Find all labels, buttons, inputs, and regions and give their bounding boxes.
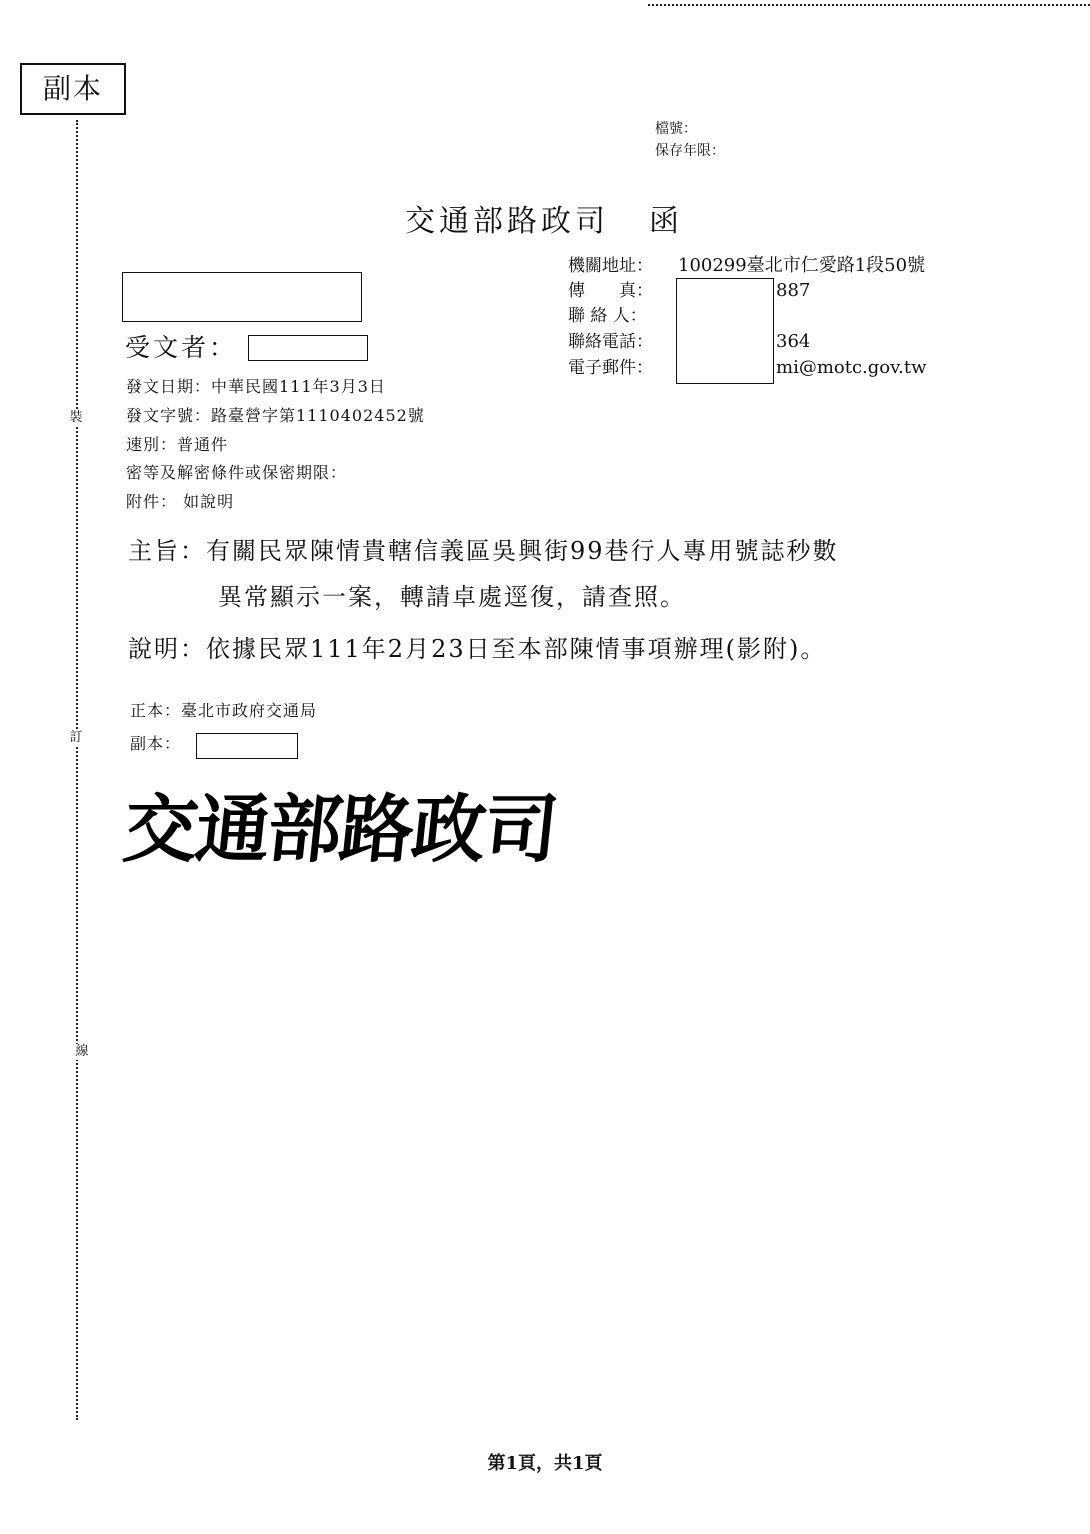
retention-period-label: 保存年限： — [655, 143, 725, 159]
agency-seal: 交通部路政司 — [119, 787, 561, 873]
document-number: 發文字號：路臺營字第1110402452號 — [126, 406, 425, 425]
copy-recipient-label: 副本： — [130, 734, 182, 753]
binding-char-xian: 線 — [72, 1044, 92, 1060]
phone-value: 364 — [776, 331, 811, 352]
page-number: 第1頁，共1頁 — [487, 1453, 603, 1474]
binding-char-zhuang: 裝 — [66, 410, 86, 426]
attachment: 附件： 如說明 — [126, 492, 235, 511]
agency-name: 交通部路政司 — [405, 204, 609, 239]
subject-line-2: 異常顯示一案，轉請卓處逕復，請查照。 — [218, 583, 686, 611]
redacted-copy-recipient-box — [196, 733, 298, 759]
fax-label: 傳 真： — [568, 281, 653, 301]
file-number-label: 檔號： — [655, 121, 697, 137]
main-recipient: 正本：臺北市政府交通局 — [130, 701, 318, 720]
redacted-recipient-box — [248, 335, 368, 361]
document-title — [405, 200, 683, 244]
security-classification: 密等及解密條件或保密期限： — [126, 463, 348, 482]
binding-line — [76, 120, 78, 1420]
address-label: 機關地址： — [568, 256, 653, 276]
address-value: 100299臺北市仁愛路1段50號 — [678, 255, 926, 276]
recipient-label: 受文者： — [125, 333, 238, 362]
subject-line-1: 主旨：有關民眾陳情貴轄信義區吳興街99巷行人專用號誌秒數 — [128, 537, 839, 565]
issue-date: 發文日期：中華民國111年3月3日 — [126, 377, 386, 396]
top-dotted-rule — [648, 4, 1090, 6]
fax-value: 887 — [776, 280, 811, 301]
delivery-speed: 速別：普通件 — [126, 435, 229, 454]
email-value: mi@motc.gov.tw — [776, 357, 927, 378]
explanation: 說明：依據民眾111年2月23日至本部陳情事項辦理(影附)。 — [128, 635, 827, 663]
contact-label: 聯 絡 人： — [568, 306, 647, 326]
binding-char-ding: 訂 — [66, 730, 86, 746]
redacted-address-box — [122, 272, 362, 322]
redacted-contact-box — [676, 278, 774, 384]
copy-stamp: 副本 — [20, 63, 126, 115]
phone-label: 聯絡電話： — [568, 332, 653, 352]
document-type: 函 — [649, 204, 683, 239]
email-label: 電子郵件： — [568, 358, 653, 378]
